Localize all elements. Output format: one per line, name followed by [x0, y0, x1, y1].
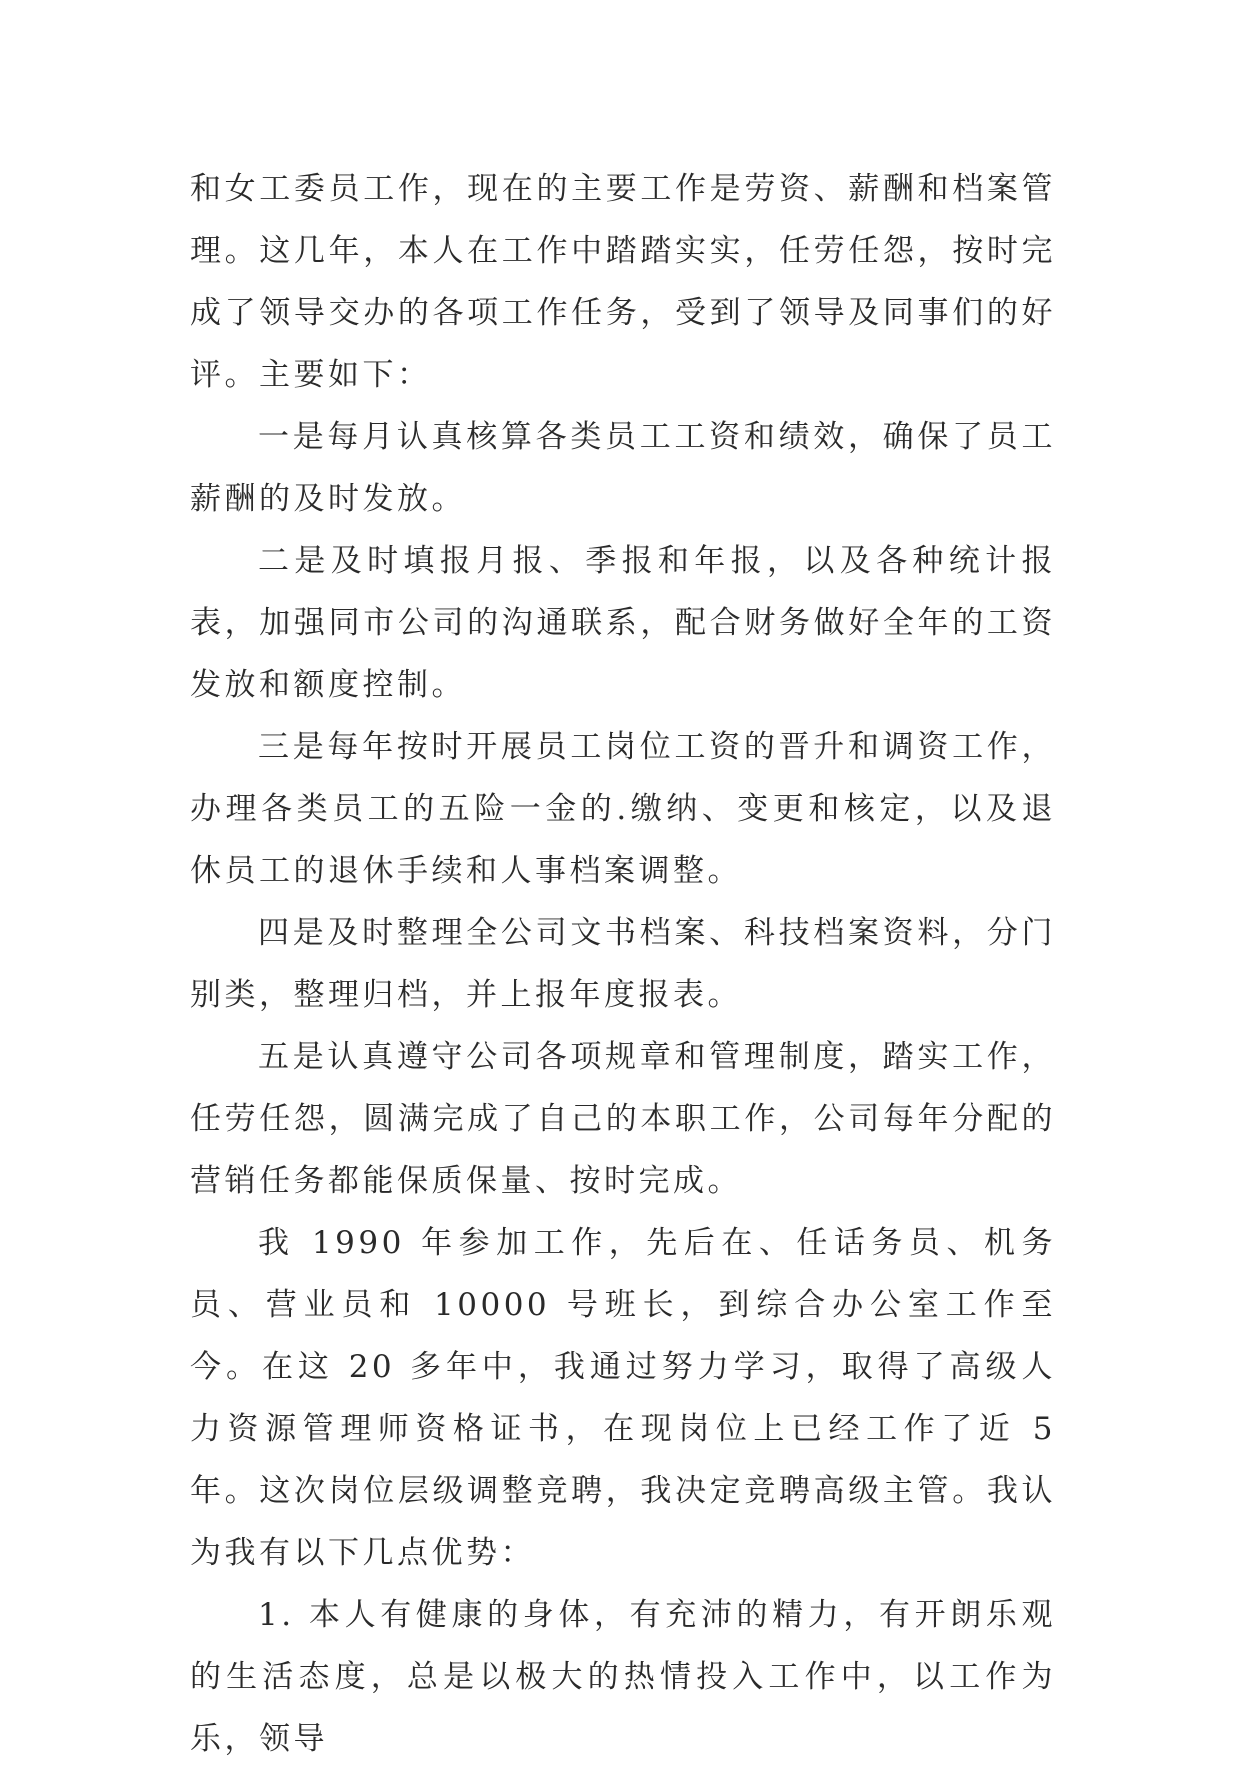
document-body	[190, 158, 1056, 1770]
paragraph-background: 我 1990 年参加工作，先后在、任话务员、机务员、营业员和 10000 号班长，到综合办公室工作至今。在这 20 多年中，我通过努力学习，取得了高级人力资源管理师资格证书，在现岗位上已经工作了近 5 年。这次岗位层级调整竞聘，我决定竞聘高级主管。我认为我有以下几点优势：	[190, 1225, 1056, 1571]
paragraph-advantage-1: 1. 本人有健康的身体，有充沛的精力，有开朗乐观的生活态度，总是以极大的热情投入工作中，以工作为乐，领导	[190, 1597, 1056, 1757]
paragraph-intro: 和女工委员工作，现在的主要工作是劳资、薪酬和档案管理。这几年，本人在工作中踏踏实实，任劳任怨，按时完成了领导交办的各项工作任务，受到了领导及同事们的好评。主要如下：	[190, 171, 1056, 393]
paragraph-item-2: 二是及时填报月报、季报和年报，以及各种统计报表，加强同市公司的沟通联系，配合财务做好全年的工资发放和额度控制。	[190, 543, 1056, 703]
paragraph-item-3: 三是每年按时开展员工岗位工资的晋升和调资工作，办理各类员工的五险一金的.缴纳、变更和核定，以及退休员工的退休手续和人事档案调整。	[190, 729, 1056, 889]
paragraph-item-5: 五是认真遵守公司各项规章和管理制度，踏实工作，任劳任怨，圆满完成了自己的本职工作，公司每年分配的营销任务都能保质保量、按时完成。	[190, 1039, 1056, 1199]
paragraph-item-4: 四是及时整理全公司文书档案、科技档案资料，分门别类，整理归档，并上报年度报表。	[190, 915, 1056, 1013]
paragraph-item-1: 一是每月认真核算各类员工工资和绩效，确保了员工薪酬的及时发放。	[190, 419, 1056, 517]
